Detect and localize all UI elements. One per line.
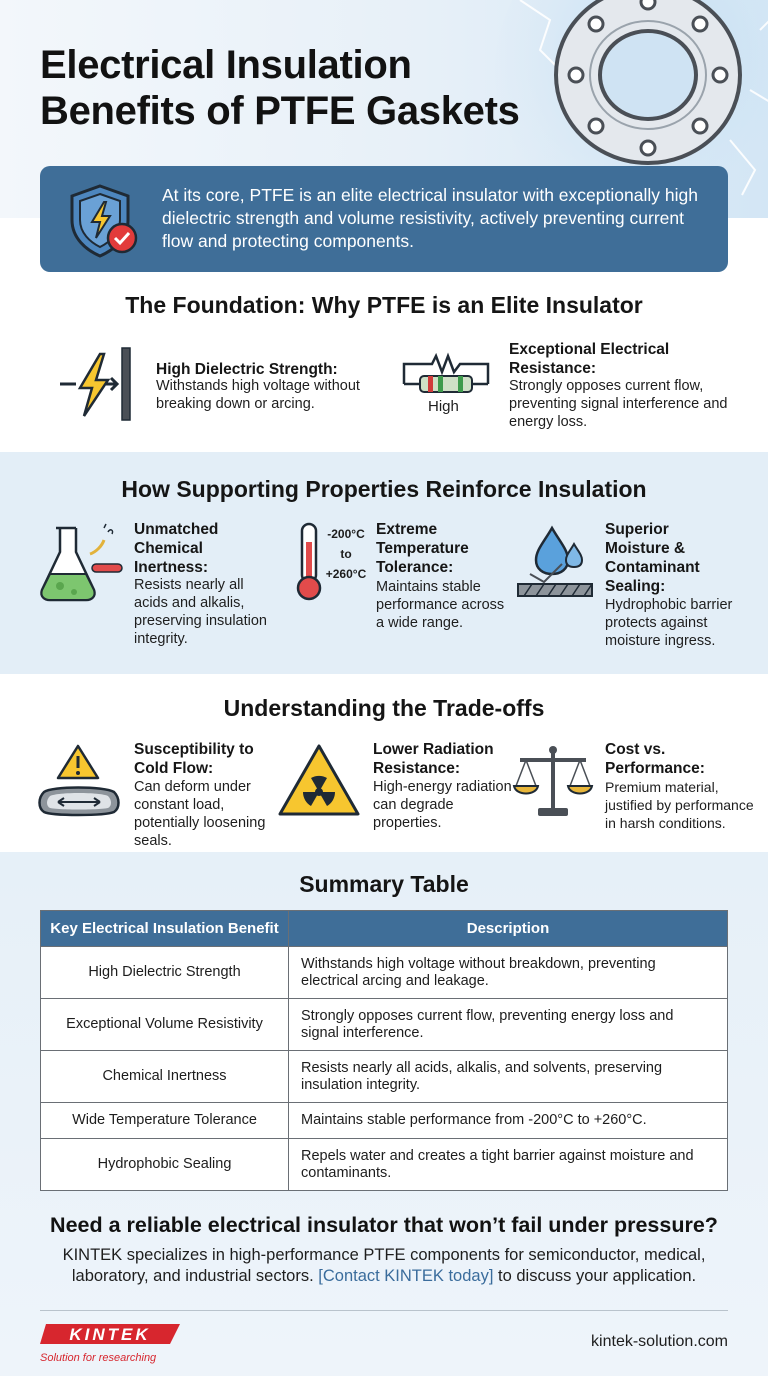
tradeoffs-item-desc: Premium material, justified by performance in harsh conditions. bbox=[605, 779, 754, 831]
supporting-item-desc: Maintains stable performance across a wide range. bbox=[376, 579, 505, 631]
supporting-heading: How Supporting Properties Reinforce Insulation bbox=[121, 476, 647, 502]
table-cell-benefit: Chemical Inertness bbox=[41, 1051, 289, 1103]
supporting-item-title: Superior Moisture & Contaminant Sealing: bbox=[605, 521, 700, 595]
intro-box bbox=[40, 166, 728, 272]
table-header-row bbox=[41, 911, 728, 947]
scale-icon bbox=[512, 742, 594, 820]
resistor-label: High bbox=[428, 398, 459, 415]
temp-range-high: -200°C bbox=[327, 527, 365, 541]
cta-text: KINTEK specializes in high-performance PTFE components for semiconductor, medical, laboratory, and industrial sectors. [Contact KINTEK today] to discuss your application. bbox=[62, 1246, 706, 1285]
flask-icon bbox=[38, 522, 124, 602]
contact-link[interactable]: [Contact KINTEK today] bbox=[318, 1267, 494, 1285]
foundation-item-title: High Dielectric Strength: bbox=[156, 361, 338, 378]
supporting-item-desc: Resists nearly all acids and alkalis, preserving insulation integrity. bbox=[134, 577, 267, 647]
tradeoffs-item-cost bbox=[512, 740, 758, 840]
table-row bbox=[41, 1139, 728, 1191]
supporting-item-desc: Hydrophobic barrier protects against moisture ingress. bbox=[605, 597, 733, 649]
water-drop-icon bbox=[516, 524, 596, 602]
footer-divider bbox=[40, 1310, 728, 1311]
table-cell-description: Withstands high voltage without breakdown, preventing electrical arcing and leakage. bbox=[289, 947, 728, 999]
svg-text:KINTEK: KINTEK bbox=[69, 1325, 151, 1344]
tradeoffs-item-desc: High-energy radiation can degrade properties. bbox=[373, 779, 512, 831]
page-title bbox=[40, 42, 560, 134]
supporting-item-temperature bbox=[290, 520, 520, 650]
table-row bbox=[41, 999, 728, 1051]
tradeoffs-item-title: Lower Radiation Resistance: bbox=[373, 741, 494, 777]
table-cell-description: Repels water and creates a tight barrier against moisture and contaminants. bbox=[289, 1139, 728, 1191]
tradeoffs-item-cold-flow bbox=[38, 740, 278, 849]
thermometer-icon bbox=[292, 522, 326, 602]
supporting-item-title: Unmatched Chemical Inertness: bbox=[134, 521, 219, 576]
foundation-item-desc: Withstands high voltage without breaking down or arcing. bbox=[156, 378, 360, 412]
radiation-icon bbox=[276, 742, 362, 820]
table-cell-benefit: Exceptional Volume Resistivity bbox=[41, 999, 289, 1051]
title-line-2: Benefits of PTFE Gaskets bbox=[40, 89, 520, 133]
title-line-1: Electrical Insulation bbox=[40, 43, 412, 87]
table-cell-benefit: Wide Temperature Tolerance bbox=[41, 1103, 289, 1139]
supporting-item-chemical bbox=[38, 520, 278, 650]
table-cell-benefit: High Dielectric Strength bbox=[41, 947, 289, 999]
table-cell-description: Maintains stable performance from -200°C to +260°C. bbox=[289, 1103, 728, 1139]
intro-text: At its core, PTFE is an elite electrical insulator with exceptionally high dielectric strength and volume resistivity, actively preventing current flow and protecting components. bbox=[162, 185, 698, 251]
foundation-item-dielectric bbox=[56, 344, 386, 424]
table-cell-description: Resists nearly all acids, alkalis, and solvents, preserving insulation integrity. bbox=[289, 1051, 728, 1103]
table-row bbox=[41, 1051, 728, 1103]
table-cell-benefit: Hydrophobic Sealing bbox=[41, 1139, 289, 1191]
summary-table bbox=[40, 910, 728, 1191]
foundation-heading: The Foundation: Why PTFE is an Elite Insulator bbox=[125, 292, 643, 318]
foundation-item-resistance bbox=[402, 340, 732, 436]
supporting-item-title: Extreme Temperature Tolerance: bbox=[376, 521, 469, 576]
foundation-item-title: Exceptional Electrical Resistance: bbox=[509, 341, 670, 377]
table-cell-description: Strongly opposes current flow, preventing energy loss and signal interference. bbox=[289, 999, 728, 1051]
cta-heading: Need a reliable electrical insulator that won’t fail under pressure? bbox=[50, 1213, 718, 1237]
tradeoffs-heading: Understanding the Trade-offs bbox=[223, 695, 545, 721]
warning-icon bbox=[38, 742, 124, 818]
table-header-benefit: Key Electrical Insulation Benefit bbox=[41, 911, 289, 947]
foundation-item-desc: Strongly opposes current flow, preventing signal interference and energy loss. bbox=[509, 378, 728, 430]
shield-lightning-icon bbox=[62, 180, 144, 262]
table-row bbox=[41, 1103, 728, 1139]
tradeoffs-item-radiation bbox=[276, 740, 516, 840]
kintek-logo bbox=[38, 1322, 188, 1366]
tradeoffs-item-desc: Can deform under constant load, potentially loosening seals. bbox=[134, 779, 266, 849]
lightning-barrier-icon bbox=[56, 344, 140, 424]
tradeoffs-item-title: Cost vs. Performance: bbox=[605, 741, 705, 777]
summary-heading: Summary Table bbox=[299, 871, 469, 897]
table-row bbox=[41, 947, 728, 999]
website-link[interactable]: kintek-solution.com bbox=[591, 1333, 728, 1350]
temp-range-to: to bbox=[340, 547, 352, 561]
temp-range-low: +260°C bbox=[325, 567, 367, 581]
table-header-description: Description bbox=[289, 911, 728, 947]
tradeoffs-item-title: Susceptibility to Cold Flow: bbox=[134, 741, 254, 777]
svg-text:Solution for researching: Solution for researching bbox=[40, 1352, 157, 1364]
supporting-item-moisture bbox=[516, 520, 756, 650]
